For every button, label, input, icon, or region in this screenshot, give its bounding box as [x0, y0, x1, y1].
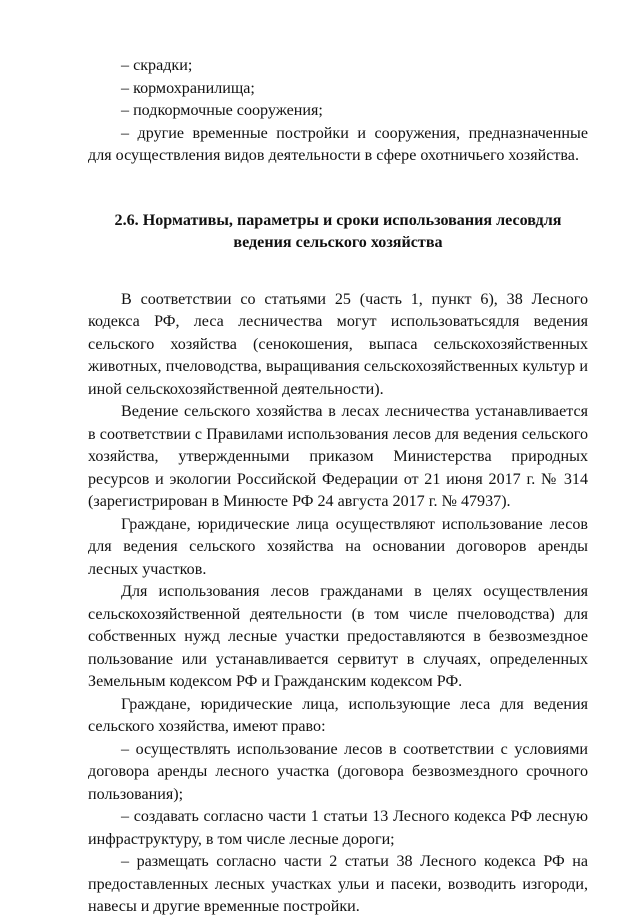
section-heading: 2.6. Нормативы, параметры и сроки использования лесовдля ведения сельского хозяйства: [114, 211, 562, 251]
list-item: – кормохранилища;: [121, 79, 255, 97]
paragraph: Граждане, юридические лица осуществляют использование лесов для ведения сельского хозяйства на основании договоров аренды лесных участков.: [88, 515, 588, 578]
list-item: – размещать согласно части 2 статьи 38 Лесного кодекса РФ на предоставленных лесных участках ульи и пасеки, возводить изгороди, навесы и другие временные постройки.: [88, 853, 588, 915]
list-item: – создавать согласно части 1 статьи 13 Лесного кодекса РФ лесную инфраструктуру, в том числе лесные дороги;: [88, 808, 588, 848]
list-item: – другие временные постройки и сооружения, предназначенные для осуществления видов деятельности в сфере охотничьего хозяйства.: [88, 124, 588, 164]
paragraph: Ведение сельского хозяйства в лесах лесничества устанавливается в соответствии с Правилами использования лесов для ведения сельского хозяйства, утвержденными приказом Министерства природных ресурсов и экологии Российской Федерации от 21 июня 2017 г. № 314 (зарегистрирован в Минюсте РФ 24 августа 2017 г. № 47937).: [88, 403, 588, 510]
top-list: [88, 55, 588, 168]
section-body: [88, 289, 588, 739]
rights-list: [88, 739, 588, 919]
list-item: – скрадки;: [121, 57, 193, 74]
paragraph: Для использования лесов гражданами в целях осуществления сельскохозяйственной деятельности (в том числе пчеловодства) для собственных нужд лесные участки предоставляются в безвозмездное пользование или устанавливается сервитут в случаях, определенных Земельным кодексом РФ и Гражданским кодексом РФ.: [88, 583, 588, 690]
list-item: – осуществлять использование лесов в соответствии с условиями договора аренды лесного участка (договора безвозмездного срочного пользования);: [88, 740, 588, 803]
paragraph: В соответствии со статьями 25 (часть 1, пункт 6), 38 Лесного кодекса РФ, леса лесничества могут использоватьсядля ведения сельского хозяйства (сенокошения, выпаса сельскохозяйственных животных, пчеловодства, выращивания сельскохозяйственных культур и иной сельскохозяйственной деятельности).: [88, 290, 588, 398]
paragraph: Граждане, юридические лица, использующие леса для ведения сельского хозяйства, имеют право:: [88, 695, 588, 735]
list-item: – подкормочные сооружения;: [121, 102, 323, 119]
page-content: [88, 55, 588, 919]
